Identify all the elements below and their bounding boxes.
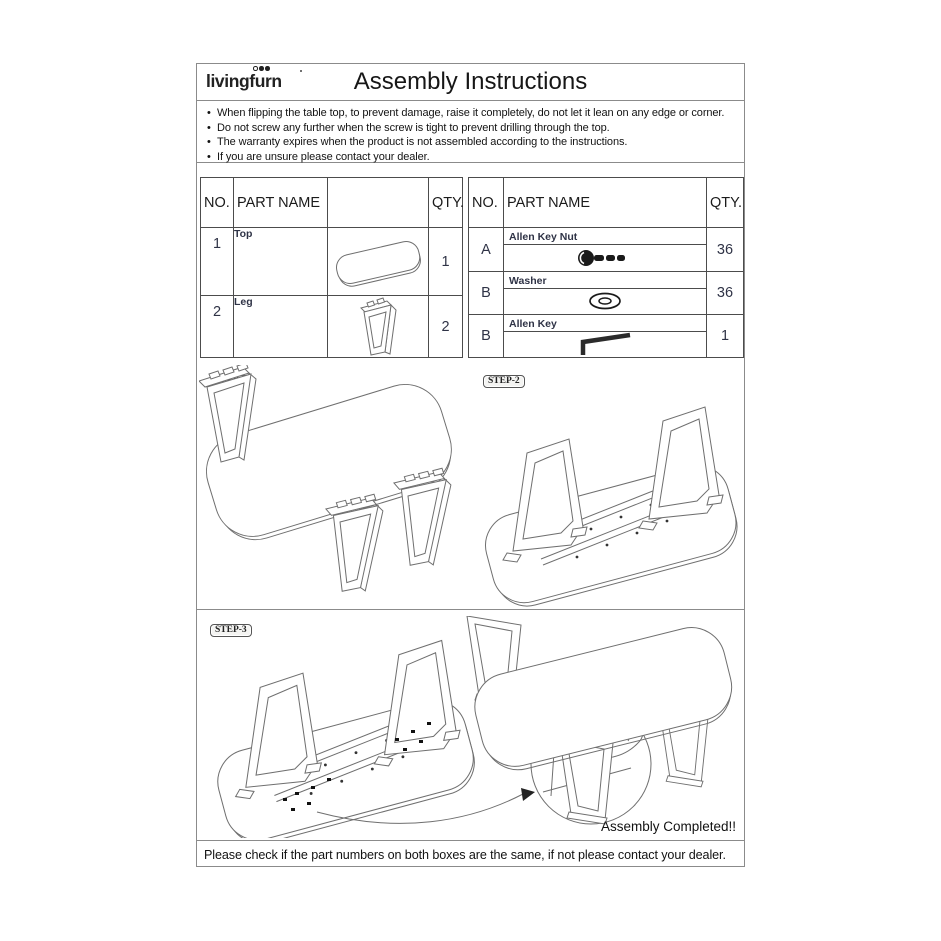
warning-item xyxy=(207,150,736,165)
bolt-icon xyxy=(504,245,706,270)
parts-table-hardware xyxy=(468,177,744,358)
warning-text: If you are unsure please contact your dealer. xyxy=(217,150,430,163)
part-no: 1 xyxy=(201,228,234,296)
part-name: Washer xyxy=(504,273,706,289)
table-header-row xyxy=(201,178,463,228)
part-name: Leg xyxy=(234,296,328,358)
parts-table-main xyxy=(200,177,463,358)
warning-text: When flipping the table top, to prevent damage, raise it completely, do not let it lean on any edge or corner. xyxy=(217,107,725,119)
part-no: B xyxy=(469,272,504,315)
part-name: Allen Key xyxy=(504,316,706,332)
washer-icon xyxy=(504,289,706,313)
part-qty: 36 xyxy=(707,272,744,315)
table-row xyxy=(201,228,463,296)
table-row xyxy=(469,272,744,315)
footer-note: Please check if the part numbers on both boxes are the same, if not please contact your dealer. xyxy=(204,848,726,862)
parts-section xyxy=(197,163,744,365)
part-cell xyxy=(504,272,707,315)
table-row xyxy=(469,228,744,272)
assembly-completed-illustration xyxy=(465,616,741,828)
warning-list xyxy=(197,101,744,163)
part-qty: 2 xyxy=(429,296,463,358)
table-row xyxy=(469,315,744,358)
col-qty: QTY. xyxy=(707,178,744,228)
instruction-sheet xyxy=(196,63,745,867)
part-name: Top xyxy=(234,228,328,296)
bullet-icon: • xyxy=(207,136,211,148)
allen-key-icon xyxy=(504,332,706,356)
step3-label: STEP-3 xyxy=(210,624,252,637)
bullet-icon: • xyxy=(207,121,211,134)
part-cell xyxy=(504,315,707,358)
col-qty: QTY. xyxy=(429,178,463,228)
warning-text: The warranty expires when the product is not assembled according to the instructions. xyxy=(217,136,628,148)
part-no: A xyxy=(469,228,504,272)
bullet-icon: • xyxy=(207,107,211,119)
part-name: Allen Key Nut xyxy=(504,229,706,245)
assembly-completed-text: Assembly Completed!! xyxy=(600,819,736,834)
page-title: Assembly Instructions xyxy=(353,68,588,95)
step2-illustration xyxy=(465,365,745,607)
part-image-cell xyxy=(328,296,429,358)
col-no: NO. xyxy=(201,178,234,228)
part-cell xyxy=(504,228,707,272)
part-qty: 1 xyxy=(707,315,744,358)
table-top-icon xyxy=(328,234,428,290)
col-no: NO. xyxy=(469,178,504,228)
steps-1-2-section xyxy=(197,365,744,610)
part-no: 2 xyxy=(201,296,234,358)
col-part-name: PART NAME xyxy=(504,178,707,228)
step3-section xyxy=(197,610,744,841)
header xyxy=(197,64,744,101)
step2-label: STEP-2 xyxy=(483,375,525,388)
part-qty: 1 xyxy=(429,228,463,296)
step1-illustration xyxy=(199,365,485,607)
table-header-row xyxy=(469,178,744,228)
table-leg-icon xyxy=(328,297,428,357)
col-part-name: PART NAME xyxy=(234,178,328,228)
part-no: B xyxy=(469,315,504,358)
bullet-icon: • xyxy=(207,150,211,163)
table-row xyxy=(201,296,463,358)
part-image-cell xyxy=(328,228,429,296)
part-qty: 36 xyxy=(707,228,744,272)
warning-text: Do not screw any further when the screw is tight to prevent drilling through the top. xyxy=(217,121,610,134)
col-image xyxy=(328,178,429,228)
warning-item xyxy=(207,121,736,136)
brand-logo: livingfurn xyxy=(206,71,282,91)
warning-item xyxy=(207,135,736,150)
warning-item xyxy=(207,106,736,121)
